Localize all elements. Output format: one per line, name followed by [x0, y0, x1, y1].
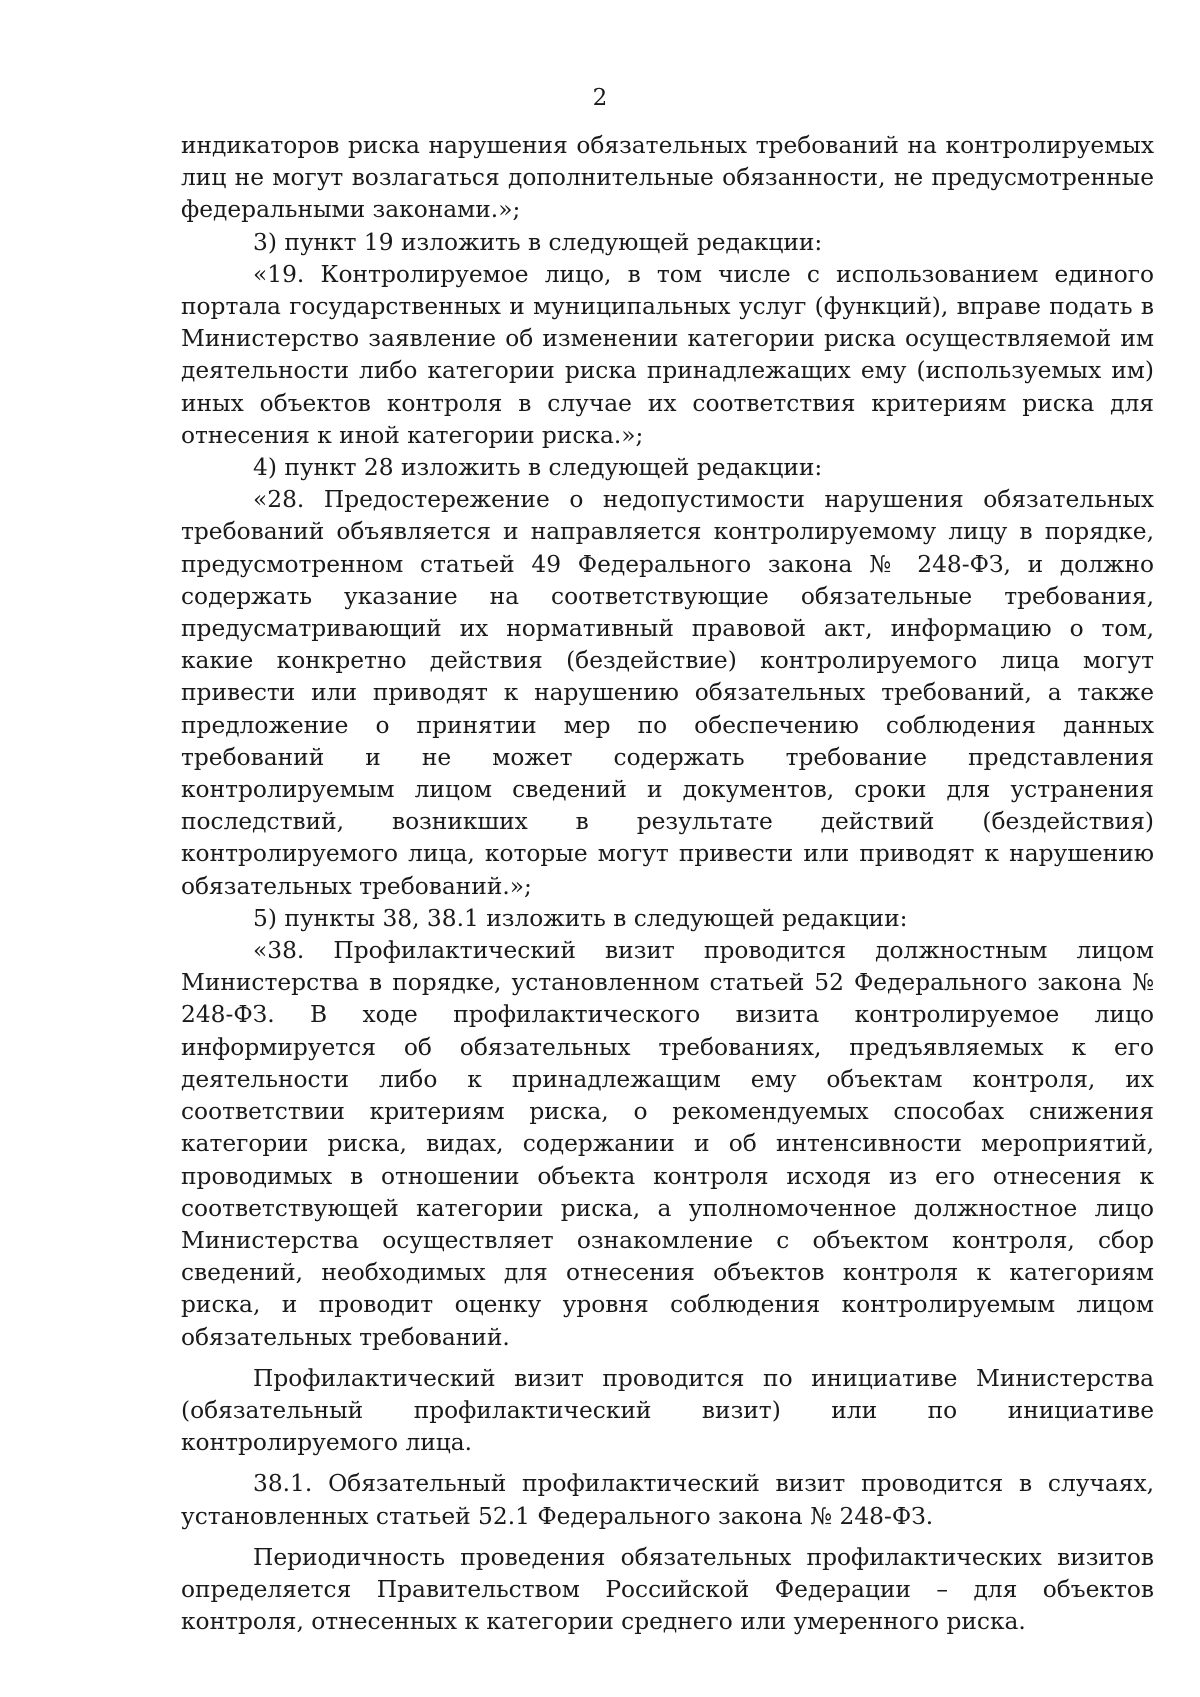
paragraph-item-4: 4) пункт 28 изложить в следующей редакции:	[253, 454, 823, 482]
paragraph-periodicity: Периодичность проведения обязательных профилактических визитов определяется Правительством Российской Федерации – для объектов контроля, отнесенных к категории среднего или умеренного риска.	[181, 1543, 1154, 1636]
paragraph-clause-38: «38. Профилактический визит проводится должностным лицом Министерства в порядке, установленном статьей 52 Федерального закона № 248-ФЗ. В ходе профилактического визита контролируемое лицо информируется об обязательных требованиях, предъявляемых к его деятельности либо к принадлежащим ему объектам контроля, их соответствии критериям риска, о рекомендуемых способах снижения категории риска, видах, содержании и об интенсивности мероприятий, проводимых в отношении объекта контроля исходя из его отнесения к соответствующей категории риска, а уполномоченное должностное лицо Министерства осуществляет ознакомление с объектом контроля, сбор сведений, необходимых для отнесения объектов контроля к категориям риска, и проводит оценку уровня соблюдения контролируемым лицом обязательных требований.	[181, 937, 1154, 1351]
page-number: 2	[592, 85, 608, 111]
paragraph-clause-38-initiative: Профилактический визит проводится по инициативе Министерства (обязательный профилактический визит) или по инициативе контролируемого лица.	[181, 1364, 1154, 1457]
paragraph-clause-19: «19. Контролируемое лицо, в том числе с использованием единого портала государственных и муниципальных услуг (функций), вправе подать в Министерство заявление об изменении категории риска осуществляемой им деятельности либо категории риска принадлежащих ему (используемых им) иных объектов контроля в случае их соответствия критериям риска для отнесения к иной категории риска.»;	[181, 260, 1154, 449]
paragraph-item-5: 5) пункты 38, 38.1 изложить в следующей редакции:	[253, 904, 908, 932]
paragraph-clause-28: «28. Предостережение о недопустимости нарушения обязательных требований объявляется и направляется контролируемому лицу в порядке, предусмотренном статьей 49 Федерального закона № 248-ФЗ, и должно содержать указание на соответствующие обязательные требования, предусматривающий их нормативный правовой акт, информацию о том, какие конкретно действия (бездействие) контролируемого лица могут привести или приводят к нарушению обязательных требований, а также предложение о принятии мер по обеспечению соблюдения данных требований и не может содержать требование представления контролируемым лицом сведений и документов, сроки для устранения последствий, возникших в результате действий (бездействия) контролируемого лица, которые могут привести или приводят к нарушению обязательных требований.»;	[181, 486, 1154, 900]
document-body	[181, 130, 1154, 1638]
paragraph-item-3: 3) пункт 19 изложить в следующей редакции:	[253, 228, 823, 256]
paragraph-clause-38-1: 38.1. Обязательный профилактический визит проводится в случаях, установленных статьей 52.1 Федерального закона № 248-ФЗ.	[181, 1470, 1154, 1530]
paragraph-continuation: индикаторов риска нарушения обязательных требований на контролируемых лиц не могут возлагаться дополнительные обязанности, не предусмотренные федеральными законами.»;	[181, 132, 1154, 224]
